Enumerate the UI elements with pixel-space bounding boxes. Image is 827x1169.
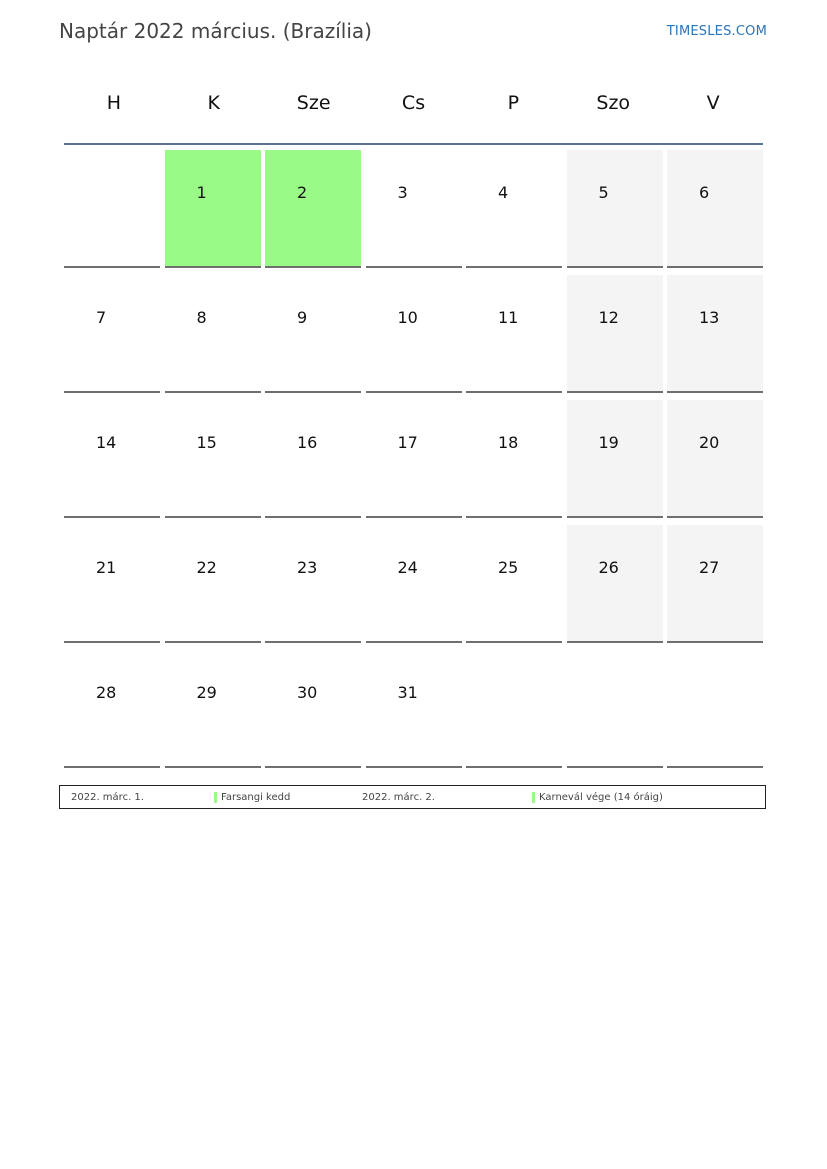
day-cell[interactable]	[265, 400, 361, 518]
day-cell-empty	[567, 650, 663, 768]
legend-date: 2022. márc. 2.	[362, 792, 435, 803]
legend-holiday-name: Farsangi kedd	[214, 792, 290, 803]
day-cell[interactable]	[265, 525, 361, 643]
day-number: 8	[196, 308, 207, 327]
day-cell[interactable]	[366, 150, 462, 268]
day-number: 12	[598, 308, 619, 327]
day-cell[interactable]	[366, 650, 462, 768]
week-row	[64, 525, 763, 650]
day-cell-weekend[interactable]	[567, 525, 663, 643]
weekday-label: V	[706, 92, 720, 114]
day-number: 11	[498, 308, 519, 327]
day-cell[interactable]	[466, 150, 562, 268]
weekday-label: Szo	[596, 92, 631, 114]
day-number: 17	[397, 433, 418, 452]
legend-holiday-name: Karnevál vége (14 óráig)	[532, 792, 663, 803]
day-number: 21	[96, 558, 117, 577]
weekday-label: H	[106, 92, 122, 114]
week-row	[64, 400, 763, 525]
day-cell[interactable]	[64, 400, 160, 518]
day-number: 15	[196, 433, 217, 452]
day-cell[interactable]	[165, 525, 261, 643]
day-cell[interactable]	[366, 400, 462, 518]
day-number: 19	[598, 433, 619, 452]
day-number: 30	[297, 683, 318, 702]
day-number: 25	[498, 558, 519, 577]
day-cell-empty	[667, 650, 763, 768]
day-cell-weekend[interactable]	[667, 525, 763, 643]
day-cell-weekend[interactable]	[567, 150, 663, 268]
day-cell[interactable]	[366, 275, 462, 393]
day-number: 6	[699, 183, 710, 202]
weekday-label: P	[507, 92, 520, 114]
weekday-label: Cs	[401, 92, 426, 114]
weekday-header-row	[64, 72, 763, 145]
week-row	[64, 150, 763, 275]
page-title: Naptár 2022 március. (Brazília)	[59, 19, 372, 43]
holiday-legend	[59, 785, 766, 809]
day-cell[interactable]	[466, 525, 562, 643]
day-number: 20	[699, 433, 720, 452]
day-cell-holiday[interactable]	[165, 150, 261, 268]
day-number: 27	[699, 558, 720, 577]
day-number: 24	[397, 558, 418, 577]
day-cell[interactable]	[165, 275, 261, 393]
day-cell[interactable]	[64, 525, 160, 643]
day-number: 7	[96, 308, 107, 327]
calendar-weeks	[64, 145, 763, 775]
day-cell-weekend[interactable]	[567, 275, 663, 393]
day-cell-weekend[interactable]	[667, 150, 763, 268]
calendar-grid	[64, 72, 763, 775]
day-cell[interactable]	[165, 400, 261, 518]
day-cell[interactable]	[64, 275, 160, 393]
day-cell-holiday[interactable]	[265, 150, 361, 268]
weekday-label: Sze	[296, 92, 331, 114]
day-cell-weekend[interactable]	[667, 275, 763, 393]
day-cell-weekend[interactable]	[667, 400, 763, 518]
brand-link[interactable]: TIMESLES.COM	[666, 24, 767, 39]
day-number: 5	[598, 183, 609, 202]
day-number: 23	[297, 558, 318, 577]
day-cell[interactable]	[165, 650, 261, 768]
day-number: 3	[397, 183, 408, 202]
day-cell[interactable]	[265, 275, 361, 393]
day-number: 18	[498, 433, 519, 452]
day-cell-empty	[64, 150, 160, 268]
day-number: 1	[196, 183, 207, 202]
day-number: 22	[196, 558, 217, 577]
day-number: 14	[96, 433, 117, 452]
day-number: 29	[196, 683, 217, 702]
week-row	[64, 275, 763, 400]
day-number: 2	[297, 183, 308, 202]
day-number: 31	[397, 683, 418, 702]
day-number: 26	[598, 558, 619, 577]
day-cell[interactable]	[466, 400, 562, 518]
legend-date: 2022. márc. 1.	[71, 792, 144, 803]
day-number: 13	[699, 308, 720, 327]
day-number: 4	[498, 183, 509, 202]
day-number: 28	[96, 683, 117, 702]
day-number: 10	[397, 308, 418, 327]
day-cell[interactable]	[366, 525, 462, 643]
day-cell-weekend[interactable]	[567, 400, 663, 518]
weekday-label: K	[207, 92, 221, 114]
day-cell[interactable]	[265, 650, 361, 768]
day-number: 16	[297, 433, 318, 452]
day-cell[interactable]	[64, 650, 160, 768]
week-row	[64, 650, 763, 775]
day-cell-empty	[466, 650, 562, 768]
day-number: 9	[297, 308, 308, 327]
day-cell[interactable]	[466, 275, 562, 393]
